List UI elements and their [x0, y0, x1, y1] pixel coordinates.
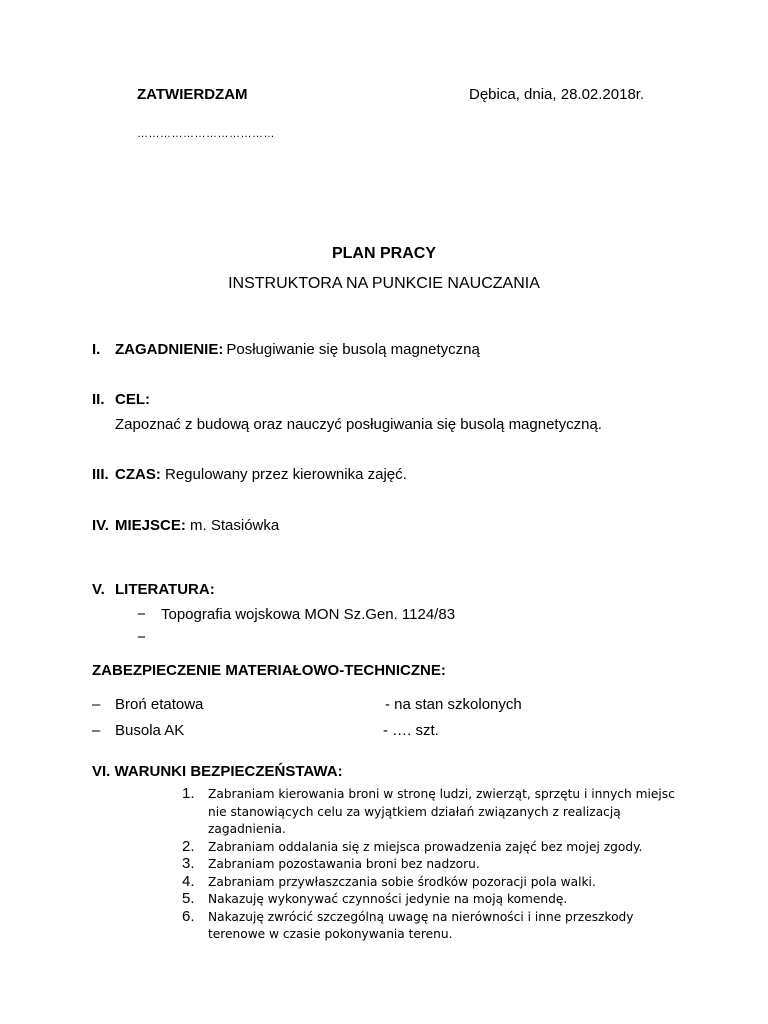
material-dash: – [92, 722, 101, 739]
section-number: I. [92, 341, 101, 358]
signature-line: ……………………………… [137, 128, 275, 140]
materials-heading: ZABEZPIECZENIE MATERIAŁOWO-TECHNICZNE: [92, 662, 446, 679]
section-zagadnienie [92, 341, 480, 358]
item-number: 1. [182, 785, 195, 802]
section-label: CEL: [115, 391, 150, 408]
safety-list [182, 786, 682, 944]
section-label: CZAS: [115, 466, 161, 483]
section-czas [92, 466, 407, 483]
document-subtitle: INSTRUKTORA NA PUNKCIE NAUCZANIA [228, 275, 540, 292]
list-item [182, 891, 682, 909]
literature-text: Topografia wojskowa MON Sz.Gen. 1124/83 [161, 606, 456, 623]
section-number: V. [92, 581, 105, 598]
material-qty: - na stan szkolonych [385, 696, 522, 713]
item-number: 4. [182, 872, 195, 890]
item-text: Nakazuję zwrócić szczególną uwagę na nierówności i inne przeszkody terenowe w czasie pokonywania terenu. [208, 909, 634, 941]
section-literatura [92, 581, 215, 598]
literature-item [137, 606, 455, 623]
item-text: Zabraniam pozostawania broni bez nadzoru. [208, 857, 480, 871]
item-number: 2. [182, 837, 195, 855]
item-number: 3. [182, 855, 195, 872]
section-value: m. Stasiówka [190, 517, 280, 534]
list-dash: − [137, 606, 146, 623]
item-text: Nakazuję wykonywać czynności jedynie na moją komendę. [208, 892, 568, 906]
item-text: Zabraniam przywłaszczania sobie środków pozoracji pola walki. [208, 874, 596, 889]
section-number: IV. [92, 517, 109, 534]
material-name: Busola AK [115, 722, 185, 739]
document-title: PLAN PRACY [331, 245, 436, 262]
safety-heading: VI. WARUNKI BEZPIECZEŃSTAWA: [92, 763, 343, 780]
section-value: Regulowany przez kierownika zajęć. [165, 466, 407, 483]
literature-item [137, 629, 161, 646]
section-label: LITERATURA: [115, 581, 215, 598]
section-label: MIEJSCE: [115, 517, 186, 534]
list-dash: − [137, 629, 146, 646]
list-item [182, 839, 682, 857]
section-value: Posługiwanie się busolą magnetyczną [226, 341, 480, 358]
item-text: Zabraniam oddalania się z miejsca prowadzenia zajęć bez mojej zgody. [208, 839, 643, 854]
material-dash: – [92, 696, 101, 713]
list-item [182, 786, 682, 839]
approve-label: ZATWIERDZAM [137, 86, 248, 103]
list-item [182, 856, 682, 874]
list-item [182, 909, 682, 944]
section-label: ZAGADNIENIE: [115, 341, 224, 358]
section-number: II. [92, 391, 105, 408]
material-name: Broń etatowa [115, 696, 204, 713]
section-cel [92, 391, 150, 408]
list-item [182, 874, 682, 892]
place-date: Dębica, dnia, 28.02.2018r. [469, 86, 645, 103]
item-text: Zabraniam kierowania broni w stronę ludzi, zwierząt, sprzętu i innych miejsc nie stanowiących celu za wyjątkiem działań związanych z realizacją zagadnienia. [208, 787, 675, 836]
item-number: 6. [182, 907, 195, 925]
section-cel-value: Zapoznać z budową oraz nauczyć posługiwania się busolą magnetyczną. [115, 416, 602, 433]
section-number: III. [92, 466, 109, 483]
section-miejsce [92, 517, 279, 534]
material-qty: - …. szt. [383, 722, 439, 739]
item-number: 5. [182, 890, 195, 907]
